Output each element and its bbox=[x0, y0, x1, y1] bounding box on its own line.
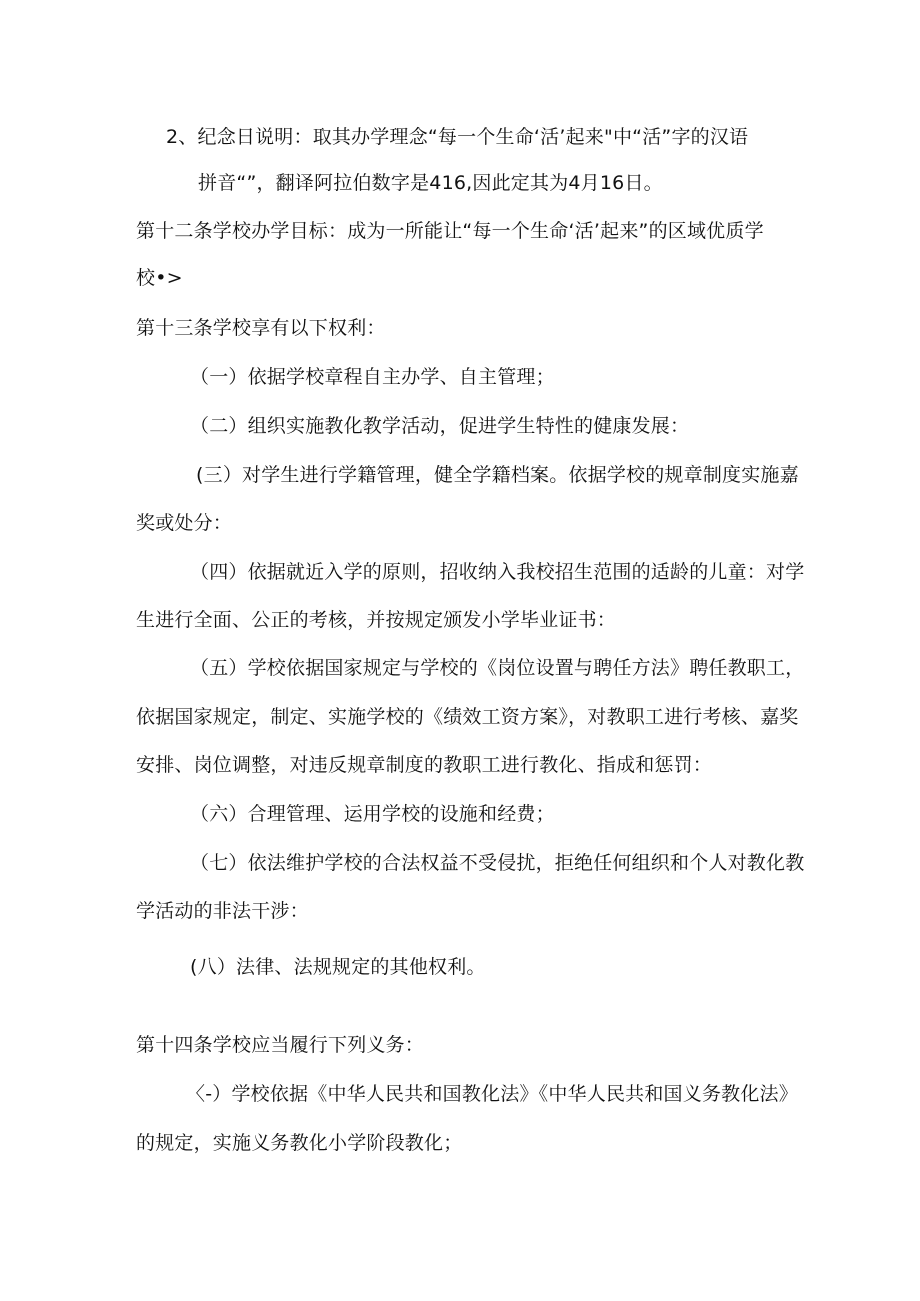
text-line: 2、纪念日说明：取其办学理念“每一个生命‘活’起来"中“活”字的汉语 bbox=[166, 126, 749, 148]
text-line: （四）依据就近入学的原则，招收纳入我校招生范围的适龄的儿童：对学 bbox=[190, 561, 805, 583]
text-line: 生进行全面、公正的考核，并按规定颁发小学毕业证书： bbox=[136, 609, 617, 631]
text-line: 〈-）学校依据《中华人民共和国教化法》《中华人民共和国义务教化法》 bbox=[186, 1083, 798, 1105]
text-line: 第十四条学校应当履行下列义务： bbox=[136, 1034, 425, 1056]
text-line: 安排、岗位调整，对违反规章制度的教职工进行教化、指成和惩罚： bbox=[136, 754, 713, 776]
text-line: （七）依法维护学校的合法权益不受侵扰，拒绝任何组织和个人对教化教 bbox=[190, 852, 805, 874]
text-line: 第十三条学校享有以下权利： bbox=[136, 317, 386, 339]
text-line: 的规定，实施义务教化小学阶段教化； bbox=[136, 1132, 463, 1154]
text-line: （六）合理管理、运用学校的设施和经费； bbox=[190, 803, 555, 825]
text-line: (八）法律、法规规定的其他权利。 bbox=[190, 956, 486, 978]
text-line: 校•> bbox=[136, 267, 183, 289]
text-line: 学活动的非法干涉： bbox=[136, 900, 309, 922]
text-line: 第十二条学校办学目标：成为一所能让“每一个生命‘活’起来”的区域优质学 bbox=[136, 220, 764, 242]
text-line: 拼音“”，翻译阿拉伯数字是416,因此定其为4月16日。 bbox=[198, 172, 663, 194]
text-line: （一）依据学校章程自主办学、自主管理； bbox=[190, 366, 555, 388]
text-line: 奖或处分： bbox=[136, 512, 233, 534]
text-line: （五）学校依据国家规定与学校的《岗位设置与聘任方法》聘任教职工， bbox=[190, 657, 805, 679]
text-line: (三）对学生进行学籍管理，健全学籍档案。依据学校的规章制度实施嘉 bbox=[196, 464, 799, 486]
text-line: （二）组织实施教化教学活动，促进学生特性的健康发展： bbox=[190, 415, 690, 437]
text-line: 依据国家规定，制定、实施学校的《绩效工资方案》，对教职工进行考核、嘉奖 bbox=[136, 706, 799, 728]
